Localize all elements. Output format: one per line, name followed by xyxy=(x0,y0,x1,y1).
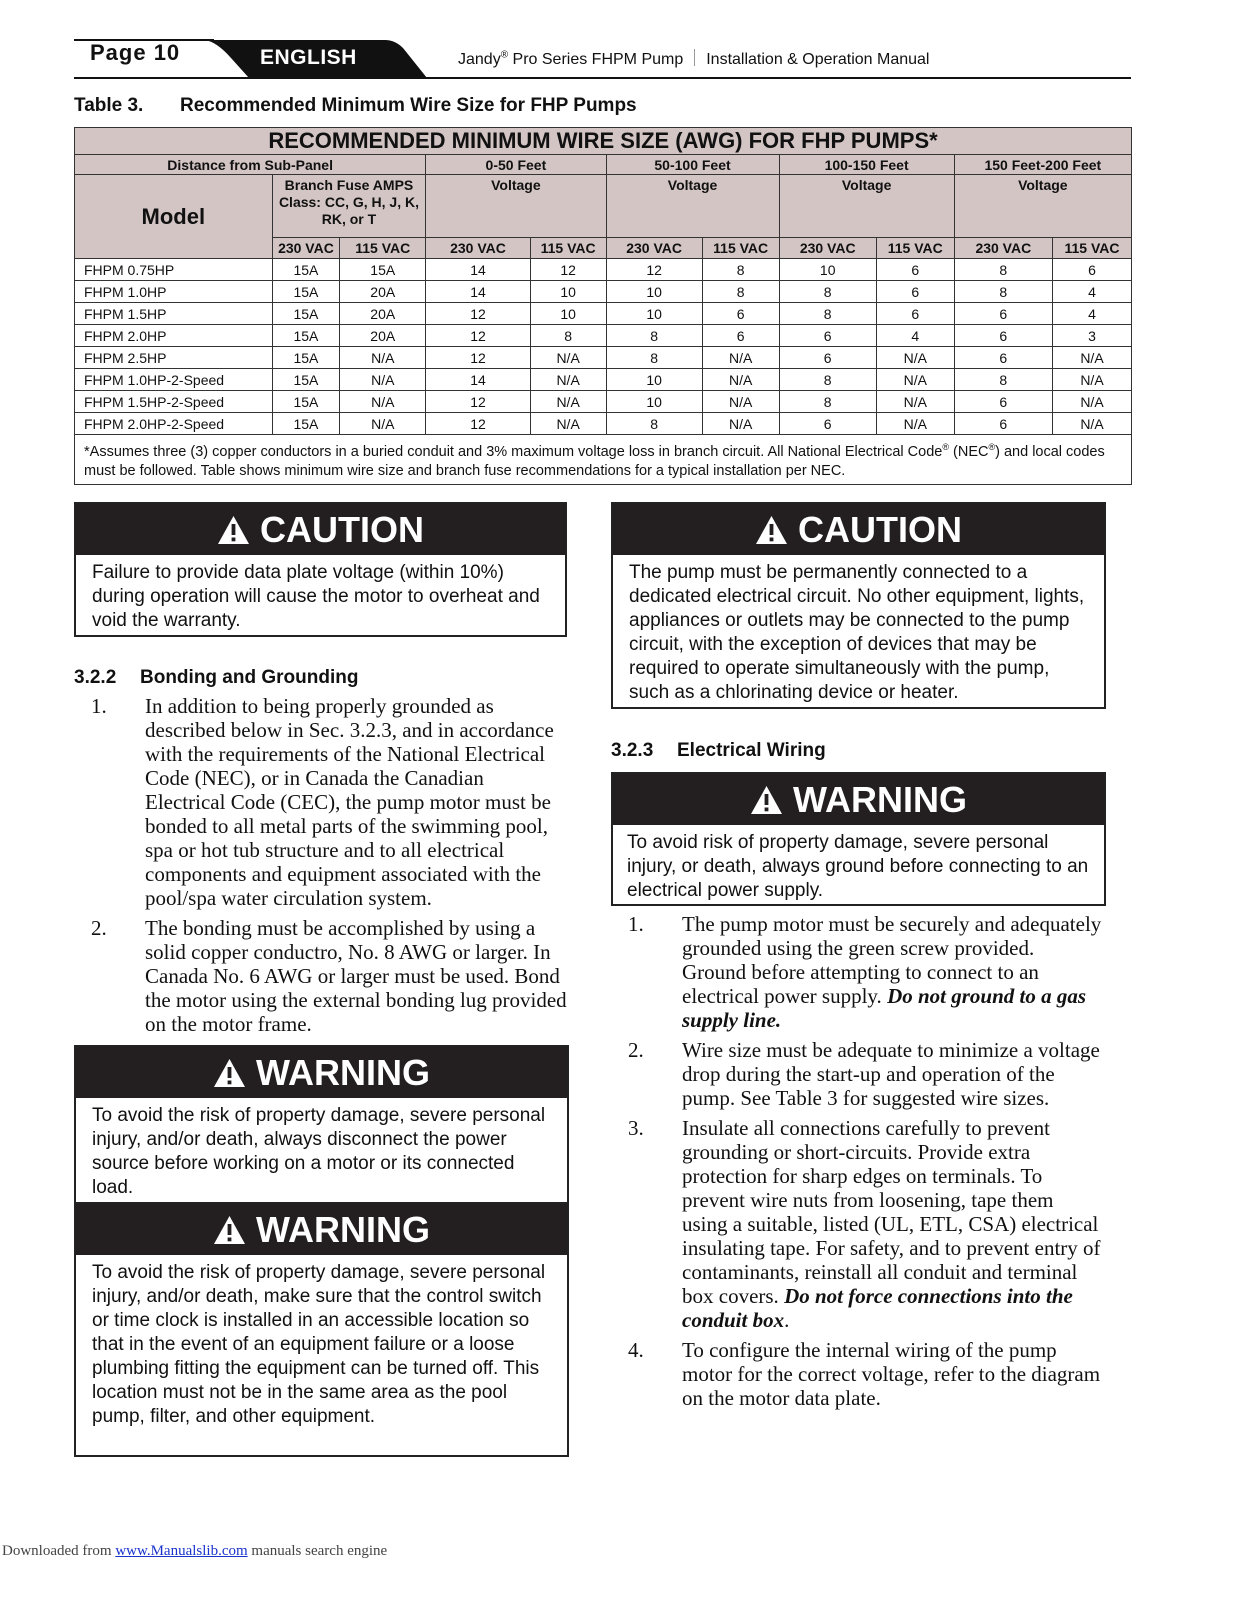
voltage-header: Voltage xyxy=(606,175,779,238)
caution-title: CAUTION xyxy=(798,508,962,550)
table-cell: 15A xyxy=(272,259,340,281)
table-cell: 6 xyxy=(876,259,954,281)
table-cell: 15A xyxy=(272,325,340,347)
vac-115-header: 115 VAC xyxy=(530,238,606,259)
wire-table-body xyxy=(75,259,1132,435)
list-item xyxy=(611,1116,1103,1332)
warning-triangle-icon xyxy=(750,785,783,815)
table-cell: 12 xyxy=(606,259,702,281)
registered-mark: ® xyxy=(988,442,996,452)
table-cell: 4 xyxy=(876,325,954,347)
table-cell: 8 xyxy=(606,347,702,369)
table-cell: 6 xyxy=(1052,259,1131,281)
list-text: Insulate all connections carefully to prevent grounding or short-circuits. Provide extra protection for sharp edges on terminals. To prevent wire nuts from loosening, tape them using a suitable, listed (UL, ETL, CSA) electrical insulating tape. For safety, and to prevent entry of contaminants, reinstall all conduit and terminal box covers. xyxy=(682,1116,1101,1308)
list-item xyxy=(611,1038,1103,1110)
table-cell: 8 xyxy=(702,281,779,303)
table-cell: 6 xyxy=(779,413,876,435)
registered-mark: ® xyxy=(942,442,949,452)
list-text: The pump motor must be securely and adequately grounded using the green screw provided. Ground before attempting to connect to an electrical power supply. xyxy=(682,912,1102,1008)
section-number: 3.2.3 xyxy=(611,740,654,761)
warning-triangle-icon xyxy=(213,1215,246,1245)
list-item xyxy=(611,912,1103,1032)
list-number: 1. xyxy=(91,694,107,718)
table-cell: N/A xyxy=(340,391,426,413)
model-cell: FHPM 2.5HP xyxy=(75,347,273,369)
table-cell: 8 xyxy=(606,325,702,347)
table-cell: 10 xyxy=(779,259,876,281)
range-header: 50-100 Feet xyxy=(606,155,779,175)
table-row xyxy=(75,391,1132,413)
download-footer xyxy=(2,1543,387,1560)
wiring-list xyxy=(611,912,1103,1416)
table-cell: 15A xyxy=(272,413,340,435)
table-row xyxy=(75,325,1132,347)
vac-115-header: 115 VAC xyxy=(876,238,954,259)
table-cell: 14 xyxy=(426,369,530,391)
vac-230-header: 230 VAC xyxy=(272,238,340,259)
table-cell: 12 xyxy=(426,325,530,347)
model-cell: FHPM 2.0HP xyxy=(75,325,273,347)
registered-mark: ® xyxy=(500,49,509,61)
warning-text: To avoid the risk of property damage, severe personal injury, and/or death, make sure that the control switch or time clock is installed in an accessible location so that in the event of an equipment failure or a loose plumbing fitting the equipment can be turned off. This location must not be in the same area as the pool pump, filter, and other equipment. xyxy=(92,1262,546,1427)
brand-name: Jandy xyxy=(458,51,501,68)
table-cell: 6 xyxy=(876,281,954,303)
list-text: The bonding must be accomplished by using a solid copper conductro, No. 8 AWG or larger. In Canada No. 6 AWG or larger must be used. Bond the motor using the external bonding lug provided on the motor frame. xyxy=(145,916,567,1036)
table-row xyxy=(75,259,1132,281)
table-cell: 15A xyxy=(272,347,340,369)
table-cell: N/A xyxy=(1052,391,1131,413)
caution-header xyxy=(76,504,565,555)
model-cell: FHPM 1.5HP-2-Speed xyxy=(75,391,273,413)
table-cell: N/A xyxy=(876,347,954,369)
caution-box-voltage xyxy=(74,502,567,637)
table-cell: N/A xyxy=(1052,369,1131,391)
vac-230-header: 230 VAC xyxy=(426,238,530,259)
section-heading-wiring xyxy=(611,740,826,762)
warning-text: To avoid the risk of property damage, severe personal injury, and/or death, always disconnect the power source before working on a motor or its connected load. xyxy=(92,1105,546,1198)
table-cell: N/A xyxy=(702,391,779,413)
table-cell: 8 xyxy=(606,413,702,435)
table-cell: 8 xyxy=(954,369,1052,391)
vac-230-header: 230 VAC xyxy=(954,238,1052,259)
table-cell: N/A xyxy=(702,413,779,435)
manual-name: Installation & Operation Manual xyxy=(706,51,930,68)
table-cell: 20A xyxy=(340,281,426,303)
table-cell: 15A xyxy=(340,259,426,281)
table-cell: 8 xyxy=(954,281,1052,303)
list-item xyxy=(74,694,569,910)
list-number: 2. xyxy=(91,916,107,940)
table-cell: 6 xyxy=(779,325,876,347)
caution-header xyxy=(613,504,1104,555)
voltage-header: Voltage xyxy=(426,175,606,238)
table-row xyxy=(75,413,1132,435)
table-cell: 15A xyxy=(272,391,340,413)
vac-115-header: 115 VAC xyxy=(702,238,779,259)
model-cell: FHPM 0.75HP xyxy=(75,259,273,281)
table-cell: 12 xyxy=(426,303,530,325)
product-name: Pro Series FHPM Pump xyxy=(508,51,684,68)
table-cell: N/A xyxy=(340,369,426,391)
vac-115-header: 115 VAC xyxy=(340,238,426,259)
list-text: In addition to being properly grounded as described below in Sec. 3.2.3, and in accordance with the requirements of the National Electrical Code (NEC), or in Canada the Canadian Electrical Code (CEC), the pump motor must be bonded to all metal parts of the swimming pool, spa or hot tub structure and to all electrical components and equipment associated with the pool/spa water circulation system. xyxy=(145,694,554,910)
list-text-tail: . xyxy=(784,1308,790,1332)
list-text: To configure the internal wiring of the pump motor for the correct voltage, refer to the diagram on the motor data plate. xyxy=(682,1338,1101,1410)
wire-size-table xyxy=(74,127,1132,485)
table-row xyxy=(75,369,1132,391)
table-cell: 8 xyxy=(702,259,779,281)
table-cell: 12 xyxy=(426,391,530,413)
section-heading-bonding xyxy=(74,667,358,689)
warning-box-switch xyxy=(74,1202,569,1457)
vac-230-header: 230 VAC xyxy=(779,238,876,259)
table-cell: N/A xyxy=(876,391,954,413)
table-cell: N/A xyxy=(530,369,606,391)
vac-115-header: 115 VAC xyxy=(1052,238,1131,259)
warning-triangle-icon xyxy=(217,515,250,545)
section-number: 3.2.2 xyxy=(74,667,117,688)
table-cell: N/A xyxy=(530,347,606,369)
table-cell: N/A xyxy=(1052,347,1131,369)
table-cell: N/A xyxy=(1052,413,1131,435)
range-header: 0-50 Feet xyxy=(426,155,606,175)
table-cell: 6 xyxy=(954,347,1052,369)
table-cell: N/A xyxy=(876,413,954,435)
table-cell: N/A xyxy=(876,369,954,391)
table-cell: 10 xyxy=(530,303,606,325)
caution-text: The pump must be permanently connected to a dedicated electrical circuit. No other equipment, lights, appliances or outlets may be connected to the pump circuit, with the exception of devices that may be required to operate simultaneously with the pump, such as a chlorinating device or heater. xyxy=(629,562,1085,703)
list-emphasis: Do not ground to a gas supply line. xyxy=(682,984,1087,1032)
list-number: 4. xyxy=(628,1338,644,1362)
table-cell: 8 xyxy=(954,259,1052,281)
table-footnote xyxy=(75,435,1132,485)
table-cell: 12 xyxy=(426,413,530,435)
caution-text: Failure to provide data plate voltage (within 10%) during operation will cause the motor to overheat and void the warranty. xyxy=(92,562,540,631)
list-number: 3. xyxy=(628,1116,644,1140)
list-item xyxy=(74,916,569,1036)
footer-prefix: Downloaded from xyxy=(2,1543,116,1559)
warning-box-disconnect xyxy=(74,1045,569,1203)
header-doc-title xyxy=(458,49,929,69)
model-cell: FHPM 1.0HP xyxy=(75,281,273,303)
list-text: Wire size must be adequate to minimize a voltage drop during the start-up and operation of the pump. See Table 3 for suggested wire sizes. xyxy=(682,1038,1100,1110)
table-cell: 10 xyxy=(606,303,702,325)
model-cell: FHPM 1.0HP-2-Speed xyxy=(75,369,273,391)
header-rule xyxy=(74,77,1131,79)
bonding-list xyxy=(74,694,569,1042)
list-item xyxy=(611,1338,1103,1410)
footnote-text: ) and local codes must be followed. Table shows minimum wire size and branch fuse recommendations for a typical installation per NEC. xyxy=(84,443,1105,479)
voltage-header: Voltage xyxy=(779,175,954,238)
section-title: Electrical Wiring xyxy=(677,740,826,761)
warning-title: WARNING xyxy=(256,1208,430,1250)
table-cell: 10 xyxy=(606,391,702,413)
table-cell: 8 xyxy=(779,369,876,391)
model-cell: FHPM 1.5HP xyxy=(75,303,273,325)
warning-box-ground xyxy=(611,772,1106,906)
table-cell: 6 xyxy=(876,303,954,325)
table-cell: 8 xyxy=(779,303,876,325)
table-cell: 4 xyxy=(1052,281,1131,303)
page-number: Page 10 xyxy=(90,40,181,65)
table-cell: 10 xyxy=(530,281,606,303)
warning-triangle-icon xyxy=(213,1058,246,1088)
list-number: 2. xyxy=(628,1038,644,1062)
language-label: ENGLISH xyxy=(260,46,357,69)
range-header: 100-150 Feet xyxy=(779,155,954,175)
manualslib-link[interactable]: www.Manualslib.com xyxy=(115,1543,248,1559)
table-title: Recommended Minimum Wire Size for FHP Pumps xyxy=(180,95,637,116)
table-cell: N/A xyxy=(702,347,779,369)
table-cell: 6 xyxy=(954,325,1052,347)
footnote-text: *Assumes three (3) copper conductors in a buried conduit and 3% maximum voltage loss in branch circuit. All National Electrical Code xyxy=(84,443,943,460)
warning-header xyxy=(613,774,1104,825)
table-cell: 8 xyxy=(530,325,606,347)
table-caption xyxy=(74,95,637,117)
table-row xyxy=(75,347,1132,369)
voltage-header: Voltage xyxy=(954,175,1131,238)
list-number: 1. xyxy=(628,912,644,936)
fuse-header: Branch Fuse AMPS Class: CC, G, H, J, K, RK, or T xyxy=(272,175,426,238)
table-cell: 14 xyxy=(426,281,530,303)
table-cell: 10 xyxy=(606,281,702,303)
vac-230-header: 230 VAC xyxy=(606,238,702,259)
table-cell: N/A xyxy=(530,391,606,413)
warning-title: WARNING xyxy=(793,778,967,820)
table-cell: 4 xyxy=(1052,303,1131,325)
table-cell: 20A xyxy=(340,303,426,325)
warning-text: To avoid risk of property damage, severe personal injury, or death, always ground before connecting to an electrical power supply. xyxy=(627,832,1089,901)
warning-triangle-icon xyxy=(755,515,788,545)
table-cell: 6 xyxy=(954,391,1052,413)
header-separator xyxy=(694,49,695,66)
table-cell: 14 xyxy=(426,259,530,281)
caution-title: CAUTION xyxy=(260,508,424,550)
table-cell: 15A xyxy=(272,303,340,325)
table-row xyxy=(75,303,1132,325)
warning-header xyxy=(76,1204,567,1255)
footnote-text: (NEC xyxy=(948,443,989,460)
list-emphasis: Do not force connections into the conduit box xyxy=(682,1284,1073,1332)
table-number: Table 3. xyxy=(74,95,144,116)
table-cell: 10 xyxy=(606,369,702,391)
table-cell: 6 xyxy=(954,303,1052,325)
range-header: 150 Feet-200 Feet xyxy=(954,155,1131,175)
warning-title: WARNING xyxy=(256,1051,430,1093)
model-cell: FHPM 2.0HP-2-Speed xyxy=(75,413,273,435)
table-cell: N/A xyxy=(530,413,606,435)
table-cell: 6 xyxy=(702,325,779,347)
table-cell: 20A xyxy=(340,325,426,347)
warning-header xyxy=(76,1047,567,1098)
distance-header: Distance from Sub-Panel xyxy=(75,155,426,175)
caution-box-circuit xyxy=(611,502,1106,709)
model-header: Model xyxy=(75,175,273,259)
table-cell: N/A xyxy=(702,369,779,391)
table-cell: 15A xyxy=(272,369,340,391)
table-row xyxy=(75,281,1132,303)
table-cell: 6 xyxy=(702,303,779,325)
table-cell: 12 xyxy=(530,259,606,281)
language-tab xyxy=(205,40,427,78)
table-cell: 15A xyxy=(272,281,340,303)
table-cell: 6 xyxy=(779,347,876,369)
table-cell: N/A xyxy=(340,347,426,369)
table-cell: 8 xyxy=(779,391,876,413)
table-cell: 12 xyxy=(426,347,530,369)
table-title-row: RECOMMENDED MINIMUM WIRE SIZE (AWG) FOR FHP PUMPS* xyxy=(75,128,1132,155)
table-cell: 6 xyxy=(954,413,1052,435)
table-cell: 8 xyxy=(779,281,876,303)
footer-suffix: manuals search engine xyxy=(247,1543,388,1559)
table-cell: N/A xyxy=(340,413,426,435)
section-title: Bonding and Grounding xyxy=(140,667,359,688)
table-cell: 3 xyxy=(1052,325,1131,347)
